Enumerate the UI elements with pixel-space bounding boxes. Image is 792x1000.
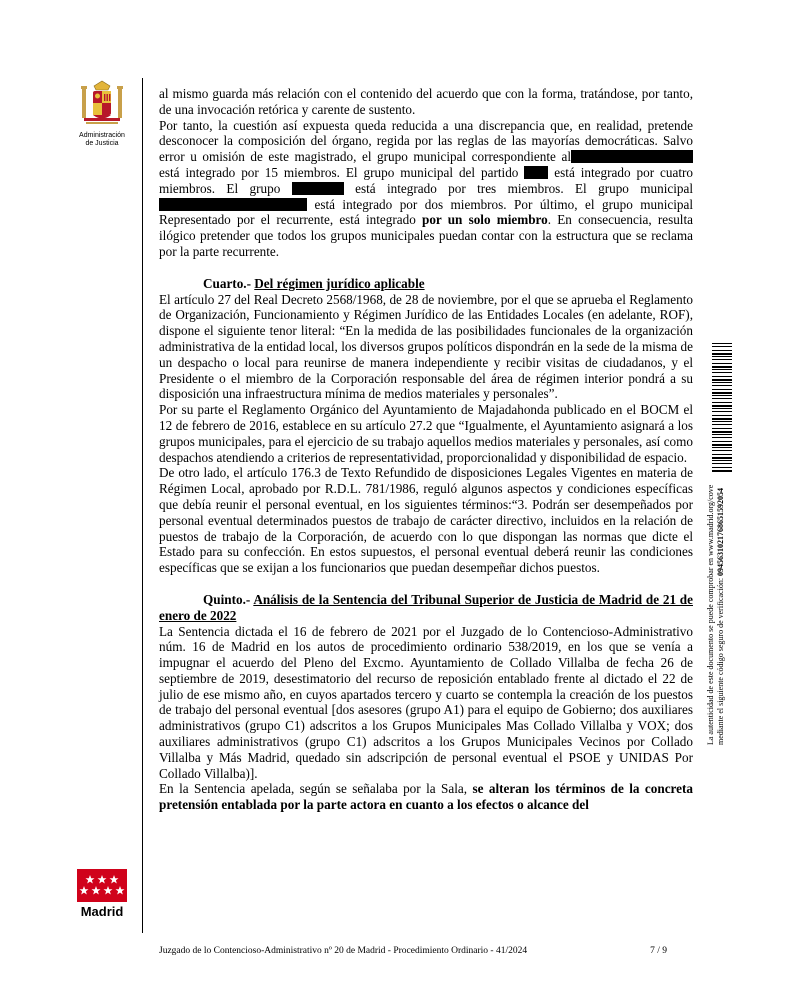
text-run: está integrado por dos miembros. Por último, el grupo municipal Representado por el recurrente, está integrado: [159, 196, 693, 228]
paragraph: [159, 118, 693, 260]
verification-text: [706, 265, 726, 745]
text-run: En la Sentencia apelada, según se señalaba por la Sala,: [159, 781, 473, 797]
paragraph: Por su parte el Reglamento Orgánico del Ayuntamiento de Majadahonda publicado en el BOCM el 12 de febrero de 2016, establece en su artículo 27.2 que “Igualmente, el Ayuntamiento asignará a los grupos municipales, para el ejercicio de su trabajo aquellos medios materiales y personales, así como despachos atendiendo a criterios de representatividad, proporcionalidad y disponibilidad de espacio.: [159, 402, 693, 465]
heading-title: Análisis de la Sentencia del Tribunal Superior de Justicia de Madrid de 21 de enero de 2022: [159, 591, 693, 623]
bold-text: se alteran los términos de la concreta pretensión entablada por la parte actora en cuanto a los efectos o alcance del: [159, 781, 693, 813]
text-run: está integrado por cuatro miembros. El grupo: [159, 164, 693, 196]
redaction-block: [524, 166, 548, 179]
text-run: . En consecuencia, resulta ilógico pretender que todos los grupos municipales puedan contar con la estructura que se reclama por la parte recurrente.: [159, 212, 693, 259]
verification-code: 0945631021768651592054: [716, 487, 725, 576]
document-body: [159, 86, 693, 813]
bold-text: por un solo miembro: [422, 212, 548, 228]
madrid-label: Madrid: [80, 904, 124, 919]
verification-line2: [716, 265, 726, 745]
redaction-block: [571, 150, 693, 163]
verification-line1: La autenticidad de este documento se puede comprobar en www.madrid.org/cove: [706, 484, 715, 745]
paragraph: De otro lado, el artículo 176.3 de Texto Refundido de disposiciones Legales Vigentes en materia de Régimen Local, aprobado por R.D.L. 781/1986, reguló algunos aspectos y condiciones específicas que debía reunir el personal eventual, en los siguientes términos:“3. Podrán ser desempeñados por personal eventual determinados puestos de trabajo de carácter directivo, incluidos en la relación de puestos de trabajo de la Corporación, de acuerdo con lo que dispongan las normas que dicte el Estado para su confección. En estos supuestos, el personal eventual deberá reunir las condiciones específicas que se exijan a los funcionarios que puedan desempeñar dichos puestos.: [159, 465, 693, 576]
footer-text: Juzgado de lo Contencioso-Administrativo nº 20 de Madrid - Procedimiento Ordinario - 41/2024: [159, 946, 528, 956]
madrid-logo: [76, 869, 128, 919]
page-footer: [159, 946, 693, 956]
paragraph: La Sentencia dictada el 16 de febrero de 2021 por el Juzgado de lo Contencioso-Administrativo núm. 16 de Madrid en los autos de procedimiento ordinario 538/2019, en los que se venía a impugnar el acuerdo del Pleno del Excmo. Ayuntamiento de Collado Villalba de fecha 26 de septiembre de 2019, desestimatorio del recurso de reposición entablado frente al dictado el 22 de julio de ese mismo año, en cuyos apartados tercero y cuarto se contempla la creación de los puestos de trabajo del personal eventual [dos asesores (grupo A1) para el equipo de Gobierno; dos auxiliares administrativos (grupo C1) adscritos a los Grupos Municipales Mas Collado Villalba y VOX; dos auxiliares administrativos (grupo C1) adscritos a los Grupos Municipales Vecinos por Collado Villalba y Más Madrid, quedado sin adscripción de personal eventual el PSOE y UNIDAS Por Collado Villalba)].: [159, 623, 693, 781]
paragraph: [159, 781, 693, 813]
heading-number: Cuarto.-: [203, 275, 251, 291]
logo-caption-line1: Administración: [79, 132, 125, 139]
margin-divider: [142, 78, 143, 933]
paragraph: al mismo guarda más relación con el contenido del acuerdo que con la forma, tratándose, por tanto, de una invocación retórica y carente de sustento.: [159, 86, 693, 117]
heading-title: Del régimen jurídico aplicable: [254, 275, 425, 291]
redaction-block: [159, 198, 307, 211]
page-number: 7 / 9: [650, 946, 667, 956]
section-heading-quinto: [159, 592, 693, 624]
logo-caption-line2: de Justicia: [85, 140, 119, 147]
section-heading-cuarto: [159, 276, 693, 292]
redaction-block: [292, 182, 344, 195]
text-run: mediante el siguiente código seguro de verificación:: [716, 575, 725, 745]
paragraph: El artículo 27 del Real Decreto 2568/1968, de 28 de noviembre, por el que se aprueba el Reglamento de Organización, Funcionamiento y Régimen Jurídico de las Entidades Locales (en adelante, ROF), dispone el siguiente tenor literal: “En la medida de las posibilidades funcionales de la organización administrativa de la entidad local, los diversos grupos políticos dispondrán en la sede de la misma de un despacho o local para reunirse de manera independiente y recibir visitas de ciudadanos, y el Presidente o el miembro de la Corporación responsable del área de régimen interior pondrá a su disposición una infraestructura mínima de medios materiales y personales”.: [159, 291, 693, 402]
text-run: está integrado por 15 miembros. El grupo municipal del partido: [159, 164, 525, 180]
coat-of-arms-logo: [74, 80, 130, 148]
heading-number: Quinto.-: [203, 591, 251, 607]
text-run: está integrado por tres miembros. El grupo municipal: [343, 180, 694, 196]
text-run: Por tanto, la cuestión así expuesta queda reducida a una discrepancia que, en realidad, pretende desconocer la composición del órgano, regida por las reglas de las mayorías democráticas. Salvo error u omisión de este magistrado, el grupo municipal correspondiente al: [159, 117, 693, 165]
stars-icon: [77, 869, 127, 902]
coat-of-arms-icon: [80, 80, 124, 130]
madrid-flag-icon: [77, 869, 127, 902]
